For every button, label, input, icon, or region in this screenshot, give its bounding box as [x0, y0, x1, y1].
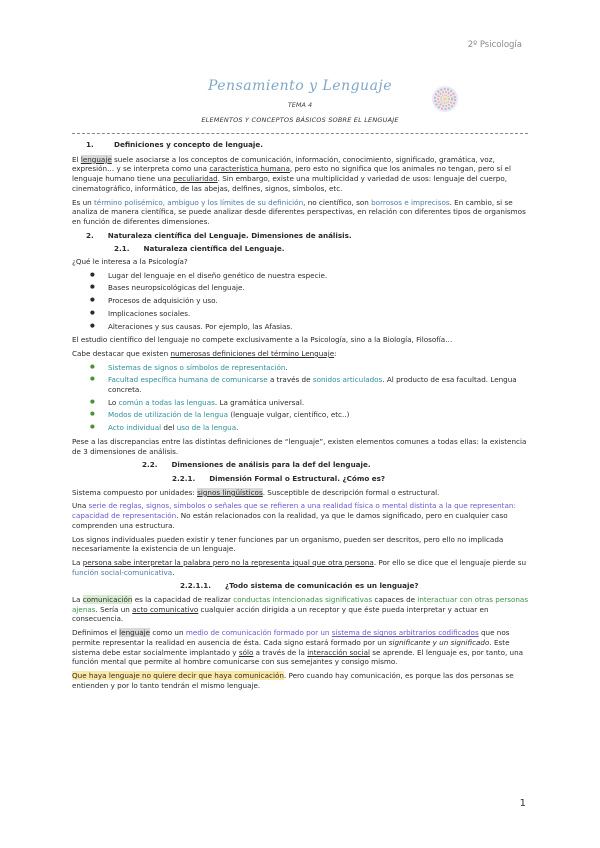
list-item: ● Bases neuropsicológicas del lenguaje. [72, 283, 530, 293]
decorative-mandala-icon [430, 84, 460, 114]
paragraph: ¿Qué le interesa a la Psicología? [72, 257, 188, 267]
paragraph: Los signos individuales pueden existir y tener funciones par un organismo, pueden ser descritos, pero ello no implicada necesariamente la existencia de un lenguaje. [72, 534, 504, 554]
list-item: ● Lo común a todas las lenguas. La gramática universal. [72, 398, 530, 408]
separator-line [72, 133, 528, 134]
document-subtitle: ELEMENTOS Y CONCEPTOS BÁSICOS SOBRE EL LENGUAJE [201, 116, 399, 124]
list-item: ● Modos de utilización de la lengua (lenguaje vulgar, científico, etc..) [72, 410, 530, 420]
paragraph: Cabe destacar que existen numerosas definiciones del término Lenguaje: [72, 348, 337, 358]
page-number: 1 [519, 798, 526, 809]
paragraph: Una serie de reglas, signos, símbolos o señales que se refieren a una realidad física o mental distinta a la que representan: capacidad de representación. No están relacionados con la realidad, ya que le damos significado, pero en cualquier caso comprenden una estructura. [72, 501, 516, 530]
paragraph: La comunicación es la capacidad de realizar conductas intencionadas significativas capaces de interactuar con otras personas ajenas. Sería un acto comunicativo cualquier acción dirigida a un receptor y que éste pueda interpretar y actuar en consecuencia. [72, 595, 529, 624]
document-body [72, 140, 530, 694]
section-2-2-1-heading: 2.2.1. Dimensión Formal o Estructural. ¿Cómo es? [172, 473, 386, 483]
paragraph: La persona sabe interpretar la palabra pero no la representa igual que otra persona. Por ello se dice que el lenguaje pierde su función social-comunicativa. [72, 557, 527, 577]
section-2-1-heading: 2.1. Naturaleza científica del Lenguaje. [114, 244, 285, 254]
section-2-2-1-1-heading: 2.2.1.1. ¿Todo sistema de comunicación es un lenguaje? [180, 581, 419, 591]
list-item: ● Implicaciones sociales. [72, 309, 530, 319]
paragraph: Que haya lenguaje no quiere decir que haya comunicación. Pero cuando hay comunicación, es porque las dos personas se entienden y por lo tanto tendrán el mismo lenguaje. [72, 670, 514, 690]
list-item: ● Procesos de adquisición y uso. [72, 296, 530, 306]
bullet-list [72, 271, 530, 332]
bullet-list [72, 363, 530, 433]
list-item: ● Alteraciones y sus causas. Por ejemplo, las Afasias. [72, 322, 530, 332]
document-title: Pensamiento y Lenguaje [207, 78, 393, 94]
paragraph: El lenguaje suele asociarse a los conceptos de comunicación, información, conocimiento, significado, gramática, voz, expresión… y se interpreta como una característica humana, pero esto no significa que los animales no tengan, pero sí el lenguaje humano tiene una peculiaridad. Sin embargo, existe una multiplicidad y variedad de usos: lenguaje del cuerpo, cinematográfico, informático, de las abejas, delfines, signos, símbolos, etc. [72, 154, 511, 193]
section-1-heading: 1. Definiciones y concepto de lenguaje. [86, 140, 264, 149]
paragraph: Pese a las discrepancias entre las distintas definiciones de “lenguaje”, existen elementos comunes a todas ellas: la existencia de 3 dimensiones de análisis. [72, 436, 527, 456]
paragraph: Definimos el lenguaje como un medio de comunicación formado por un sistema de signos arbitrarios codificados que nos permite representar la realidad en ausencia de ésta. Cada signo estará formado por un significante y un significado. Este sistema debe estar socialmente implantado y sólo a través de la interacción social se aprende. El lenguaje es, por tanto, una función mental que permite al hombre comunicarse con sus semejantes y consigo mismo. [72, 628, 524, 667]
tema-label: TEMA 4 [287, 101, 313, 109]
list-item: ● Acto individual del uso de la lengua. [72, 423, 530, 433]
list-item: ● Sistemas de signos o símbolos de representación. [72, 363, 530, 373]
section-2-2-heading: 2.2. Dimensiones de análisis para la def del lenguaje. [142, 460, 371, 470]
course-header: 2º Psicología [467, 40, 522, 50]
list-item: ● Facultad específica humana de comunicarse a través de sonidos articulados. Al producto de esa facultad. Lengua concreta. [72, 375, 530, 394]
paragraph: El estudio científico del lenguaje no compete exclusivamente a la Psicología, sino a la Biología, Filosofía… [72, 335, 453, 345]
paragraph: Es un término polisémico, ambiguo y los límites de su definición, no científico, son borrosos e imprecisos. En cambio, si se analiza de manera científica, se puede analizar desde diferentes perspectivas, en relación con diferentes tipos de organismos en función de diferentes dimensiones. [72, 197, 526, 226]
list-item: ● Lugar del lenguaje en el diseño genético de nuestra especie. [72, 271, 530, 281]
section-2-heading: 2. Naturaleza científica del Lenguaje. Dimensiones de análisis. [86, 230, 352, 240]
paragraph: Sistema compuesto por unidades: signos lingüísticos. Susceptible de descripción formal o estructural. [72, 487, 440, 497]
